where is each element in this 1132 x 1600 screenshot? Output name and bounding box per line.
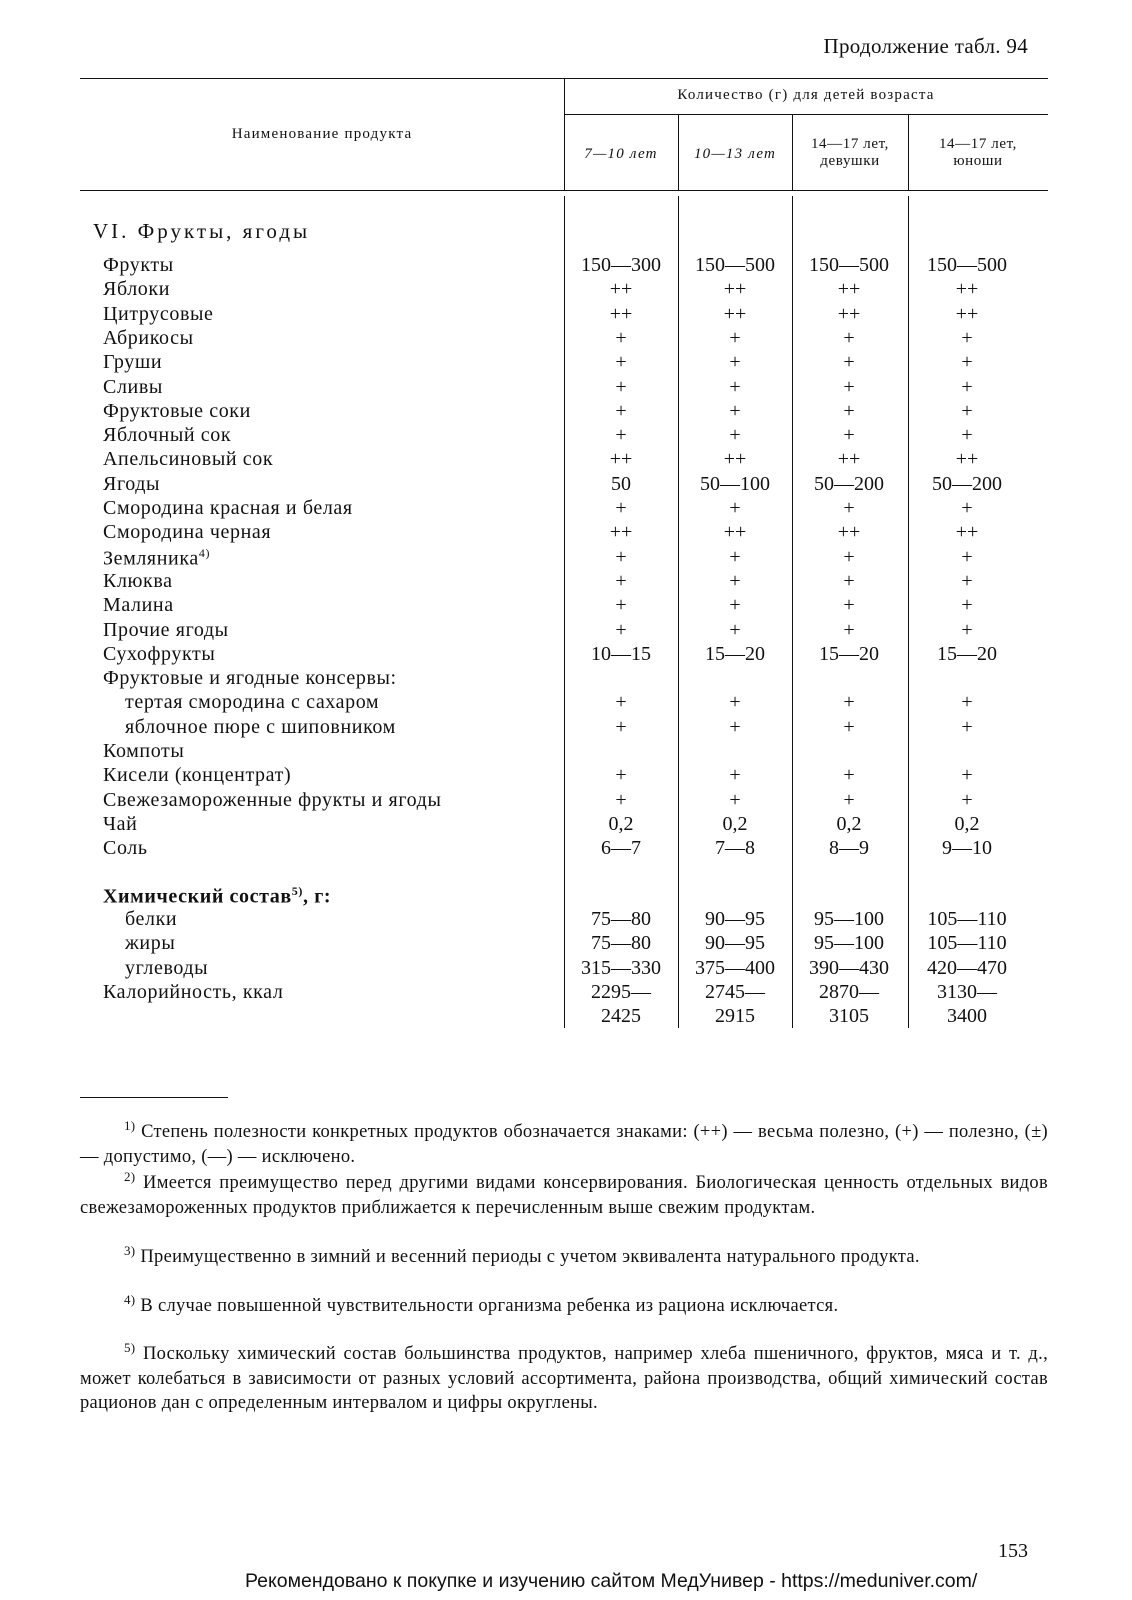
table-cell: 75—80 [591, 908, 651, 930]
table-cell: 6—7 [601, 837, 641, 860]
table-cell: + [843, 545, 855, 568]
table-cell: ++ [837, 448, 861, 471]
footnote-text: Поскольку химический состав большинства продуктов, например хлеба пшеничного, фруктов, мяса и т. д., может колебаться в зависимости от разных условий ассортимента, района производства, общий химический состав рационов дан с определенным интервалом и цифры округлены. [80, 1344, 1048, 1413]
table-cell: + [615, 594, 627, 617]
table-cell: 2870— [819, 980, 879, 1003]
footnote-text: Преимущественно в зимний и весенний периоды с учетом эквивалента натурального продукта. [140, 1247, 920, 1267]
table-cell: + [961, 326, 973, 349]
table-cell: 15—20 [705, 642, 765, 665]
table-cell: + [961, 691, 973, 714]
table-cell: + [615, 569, 627, 592]
footnote-text: В случае повышенной чувствительности организма ребенка из рациона исключается. [140, 1296, 839, 1316]
table-cell: 0,2 [954, 812, 980, 835]
table-cell: + [961, 399, 973, 422]
row-label: Фруктовые соки [103, 399, 251, 422]
age-column-header: 7—10 лет [584, 146, 658, 162]
row-label: Яблоки [103, 278, 171, 301]
table-cell: 90—95 [705, 908, 765, 930]
table-cell: + [729, 569, 741, 592]
row-label: Клюква [103, 569, 173, 592]
table-cell: + [843, 764, 855, 787]
table-cell: + [843, 618, 855, 641]
table-cell: 10—15 [591, 642, 651, 665]
table-cell: 105—110 [927, 932, 1007, 955]
table-cell: ++ [955, 448, 979, 471]
table-cell: 2295— [591, 980, 651, 1003]
table-cell: + [615, 399, 627, 422]
footnote-ref: 5) [291, 884, 303, 898]
chem-unit: , г: [303, 885, 332, 908]
table-cell: + [729, 715, 741, 738]
table-cell: + [615, 375, 627, 398]
table-cell: 50 [611, 472, 631, 495]
table-cell: 105—110 [927, 908, 1007, 930]
table-cell: + [729, 351, 741, 374]
table-cell: + [729, 497, 741, 519]
table-cell: + [843, 375, 855, 398]
table-cell: + [961, 569, 973, 592]
table-cell: + [615, 326, 627, 349]
table-cell: 0,2 [722, 812, 748, 835]
table-cell: + [843, 399, 855, 422]
table-cell: 3105 [829, 1005, 869, 1028]
table-cell: 0,2 [608, 812, 634, 835]
footnote-number: 3) [124, 1242, 136, 1258]
row-label: Апельсиновый сок [103, 448, 274, 471]
table-cell: 2745— [705, 980, 765, 1003]
row-label: углеводы [125, 956, 209, 979]
row-label: Прочие ягоды [103, 618, 229, 641]
table-cell: ++ [955, 278, 979, 301]
table-cell: 390—430 [809, 956, 889, 979]
row-label: Цитрусовые [103, 302, 214, 325]
table-cell: 375—400 [695, 956, 775, 979]
table-cell: ++ [609, 278, 633, 301]
table-cell: + [729, 764, 741, 787]
page-number: 153 [998, 1540, 1028, 1562]
table-cell: ++ [723, 302, 747, 325]
table-cell: + [615, 497, 627, 519]
product-column-header: Наименование продукта [231, 126, 413, 142]
table-cell: + [615, 424, 627, 447]
table-cell: 50—200 [814, 472, 884, 495]
table-cell: 3130— [937, 980, 997, 1003]
table-cell: 50—200 [932, 472, 1002, 495]
footnote-text: Степень полезности конкретных продуктов обозначается знаками: (++) — весьма полезно, (+) — полезно, (±) — допустимо, (—) — исключено. [80, 1122, 1048, 1167]
table-cell: + [961, 424, 973, 447]
footnote-text: Имеется преимущество перед другими видами консервирования. Биологическая ценность отдельных видов свежезамороженных продуктов приближается к перечисленным выше свежим продуктам. [80, 1173, 1048, 1218]
table-cell: 150—500 [809, 254, 889, 276]
table-cell: + [843, 788, 855, 811]
table-cell: + [961, 545, 973, 568]
chem-title-text: Химический состав [103, 885, 292, 908]
table-cell: + [615, 764, 627, 787]
table-cell: + [843, 424, 855, 447]
table-cell: + [615, 618, 627, 641]
footnote [80, 1291, 1048, 1319]
table-cell: + [961, 715, 973, 738]
table-cell: ++ [609, 302, 633, 325]
age-group-header: Количество (г) для детей возраста [677, 87, 935, 103]
table-cell: + [961, 764, 973, 787]
row-label: Свежезамороженные фрукты и ягоды [103, 788, 442, 811]
table-cell: ++ [955, 302, 979, 325]
footnote-rule [80, 1097, 228, 1098]
table-cell: 315—330 [581, 956, 661, 979]
row-label: Фруктовые и ягодные консервы: [103, 667, 397, 690]
row-label: Соль [103, 837, 148, 860]
row-label: Калорийность, ккал [103, 980, 284, 1003]
row-label: Яблочный сок [103, 424, 232, 447]
table-cell: 7—8 [715, 837, 755, 860]
table-cell: + [729, 594, 741, 617]
table-cell: + [729, 691, 741, 714]
table-cell: 2915 [715, 1005, 755, 1028]
row-label-text: Земляника [103, 547, 199, 570]
table-cell: + [843, 351, 855, 374]
table-cell: + [843, 691, 855, 714]
row-label: Смородина красная и белая [103, 497, 353, 519]
col-divider [908, 196, 909, 1028]
table-cell: 95—100 [814, 932, 884, 955]
footnote-number: 4) [124, 1291, 136, 1307]
table-cell: ++ [837, 278, 861, 301]
table-cell: + [729, 788, 741, 811]
table-cell: + [729, 545, 741, 568]
table-cell: ++ [723, 278, 747, 301]
table-cell: 0,2 [836, 812, 862, 835]
table-cell: + [843, 569, 855, 592]
table-cell: + [729, 399, 741, 422]
age-column-header: 10—13 лет [693, 146, 777, 162]
table-cell: + [843, 594, 855, 617]
table-cell: 15—20 [937, 642, 997, 665]
row-label: Малина [103, 594, 174, 617]
row-label: Сливы [103, 375, 163, 398]
table-cell: + [843, 497, 855, 519]
footnote [80, 1339, 1048, 1416]
table-cell: + [961, 497, 973, 519]
table-cell: + [615, 691, 627, 714]
footnote-ref: 4) [198, 545, 211, 560]
table-cell: 150—500 [927, 254, 1007, 276]
table-cell: + [961, 618, 973, 641]
table-cell: + [843, 326, 855, 349]
table-cell: ++ [723, 521, 747, 544]
table-cell: 8—9 [829, 837, 869, 860]
table-cell: 9—10 [942, 837, 992, 860]
table-cell: ++ [955, 521, 979, 544]
table-cell: + [729, 424, 741, 447]
table-cell: 420—470 [927, 956, 1007, 979]
table-cell: + [729, 375, 741, 398]
row-label: Фрукты [103, 254, 174, 276]
row-label: тертая смородина с сахаром [125, 691, 380, 714]
table-cell: + [961, 375, 973, 398]
row-label [103, 546, 210, 571]
row-label: Сухофрукты [103, 642, 216, 665]
table-cell: 150—300 [581, 254, 661, 276]
row-label: Абрикосы [103, 326, 194, 349]
table-cell: ++ [837, 521, 861, 544]
table-cell: 90—95 [705, 932, 765, 955]
table-cell: + [615, 351, 627, 374]
table-cell: + [961, 788, 973, 811]
table-cell: + [729, 326, 741, 349]
site-footer: Рекомендовано к покупке и изучению сайтом МедУнивер - https://meduniver.com/ [245, 1570, 978, 1592]
table-cell: + [961, 594, 973, 617]
continuation-caption: Продолжение табл. 94 [823, 34, 1028, 58]
table-cell: + [729, 618, 741, 641]
table-cell: ++ [723, 448, 747, 471]
table-cell: 50—100 [700, 472, 770, 495]
footnote [80, 1242, 1048, 1270]
footnote [80, 1168, 1048, 1220]
age-column-header: 14—17 лет, девушки [810, 136, 890, 169]
row-label: Ягоды [103, 472, 161, 495]
table-cell: ++ [609, 521, 633, 544]
footnote-number: 5) [124, 1339, 136, 1355]
table-cell: + [843, 715, 855, 738]
row-label: Смородина черная [103, 521, 272, 544]
table-cell: + [961, 351, 973, 374]
row-label: Кисели (концентрат) [103, 764, 292, 787]
table-cell: 15—20 [819, 642, 879, 665]
table-cell: ++ [609, 448, 633, 471]
row-label: белки [125, 908, 178, 930]
table-cell: 3400 [947, 1005, 987, 1028]
chemical-composition-title [103, 884, 331, 909]
footnote-number: 1) [124, 1117, 136, 1133]
section-title: VI. Фрукты, ягоды [93, 219, 311, 243]
row-label: Груши [103, 351, 163, 374]
row-label: жиры [125, 932, 176, 955]
header-bottom-rule [80, 190, 1048, 191]
table-cell: + [615, 545, 627, 568]
table-cell: + [615, 715, 627, 738]
table-cell: 150—500 [695, 254, 775, 276]
footnote-number: 2) [124, 1168, 136, 1184]
table-cell: 2425 [601, 1005, 641, 1028]
group-header-rule [564, 114, 1048, 115]
row-label: Компоты [103, 740, 185, 762]
row-label: яблочное пюре с шиповником [125, 715, 396, 738]
row-label: Чай [103, 812, 138, 835]
table-cell: + [615, 788, 627, 811]
age-column-header: 14—17 лет, юноши [938, 136, 1018, 169]
table-cell: ++ [837, 302, 861, 325]
table-cell: 95—100 [814, 908, 884, 930]
footnote [80, 1117, 1048, 1169]
table-cell: 75—80 [591, 932, 651, 955]
